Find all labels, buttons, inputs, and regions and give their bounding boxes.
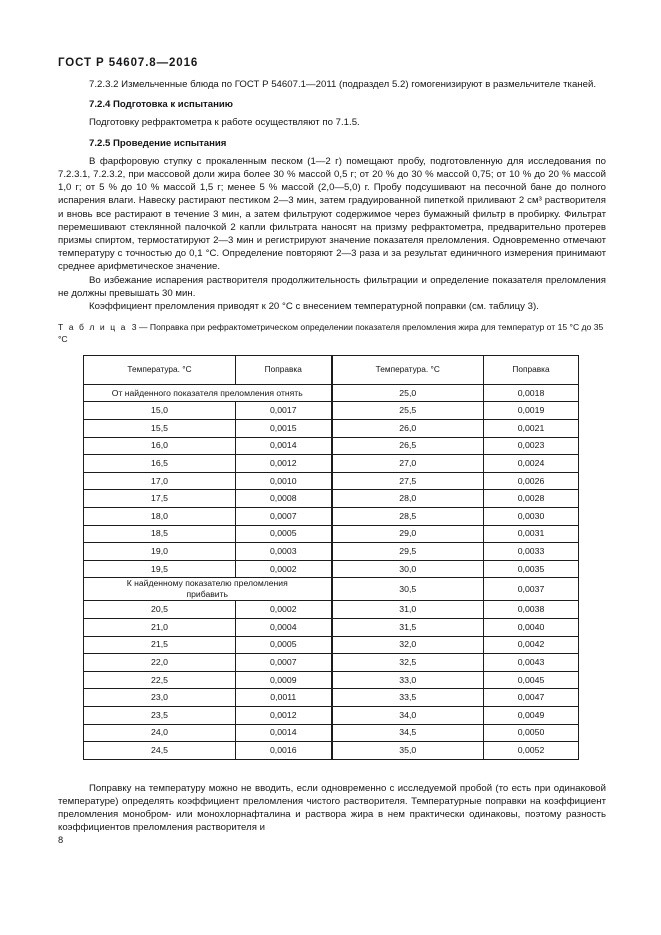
table-row: [84, 384, 579, 402]
footer-paragraph: Поправку на температуру можно не вводить, если одновременно с исследуемой пробой (то есть при одинаковой температуре) определять коэффициент преломления чистого растворителя. Температурные поправки на коэффициент преломления монобром- или монохлорнафталина и раствора жира в нем практически одинаковы, поэтому разность коэффициентов преломления растворителя и: [58, 782, 606, 834]
table-row: [84, 437, 579, 455]
heading-7-2-4: 7.2.4 Подготовка к испытанию: [89, 99, 233, 111]
heading-7-2-5: 7.2.5 Проведение испытания: [89, 137, 227, 149]
table-row: [84, 671, 579, 689]
cell-temp: 29,0: [332, 525, 484, 543]
cell-temp: 16,0: [84, 437, 236, 455]
cell-temp: 24,0: [84, 724, 236, 742]
cell-corr: 0,0008: [236, 490, 332, 508]
cell-temp: 22,0: [84, 654, 236, 672]
cell-temp: 18,0: [84, 508, 236, 526]
cell-temp: 17,5: [84, 490, 236, 508]
paragraph-7-2-5-evaporation: Во избежание испарения растворителя продолжительность фильтрации и определение показателя преломления не должны превышать 30 мин.: [58, 274, 606, 299]
table-body: [84, 384, 579, 759]
cell-corr: 0,0007: [236, 508, 332, 526]
cell-temp: 16,5: [84, 455, 236, 473]
cell-corr: 0,0004: [236, 618, 332, 636]
cell-corr: 0,0031: [484, 525, 579, 543]
cell-corr: 0,0007: [236, 654, 332, 672]
table-row: [84, 601, 579, 619]
table-row: [84, 706, 579, 724]
cell-temp: 15,0: [84, 402, 236, 420]
note-add: [84, 578, 332, 601]
cell-corr: 0,0047: [484, 689, 579, 707]
cell-temp: 19,5: [84, 560, 236, 578]
cell-temp: 20,5: [84, 601, 236, 619]
cell-corr: 0,0035: [484, 560, 579, 578]
cell-corr: 0,0019: [484, 402, 579, 420]
cell-corr: 0,0043: [484, 654, 579, 672]
paragraph-7-2-3-2: 7.2.3.2 Измельченные блюда по ГОСТ Р 54607.1—2011 (подраздел 5.2) гомогенизируют в размельчителе тканей.: [89, 79, 597, 90]
cell-corr: 0,0045: [484, 671, 579, 689]
cell-temp: 33,0: [332, 671, 484, 689]
cell-temp: 25,5: [332, 402, 484, 420]
table-row: [84, 525, 579, 543]
table-row: [84, 472, 579, 490]
header-correction-right: Поправка: [484, 355, 579, 384]
cell-temp: 22,5: [84, 671, 236, 689]
table-caption-text: — Поправка при рефрактометрическом определении показателя преломления жира для температур от 15 °С до 35 °С: [58, 322, 604, 345]
table-row: [84, 490, 579, 508]
cell-corr: 0,0038: [484, 601, 579, 619]
cell-corr: 0,0010: [236, 472, 332, 490]
cell-temp: 23,5: [84, 706, 236, 724]
paragraph-7-2-4: Подготовку рефрактометра к работе осуществляют по 7.1.5.: [89, 117, 360, 129]
cell-corr: 0,0017: [236, 402, 332, 420]
cell-corr: 0,0012: [236, 706, 332, 724]
table-row: [84, 654, 579, 672]
cell-temp: 30,5: [332, 578, 484, 601]
cell-corr: 0,0037: [484, 578, 579, 601]
cell-corr: 0,0049: [484, 706, 579, 724]
table-row: [84, 578, 579, 601]
cell-temp: 33,5: [332, 689, 484, 707]
table-row: [84, 420, 579, 438]
cell-temp: 34,5: [332, 724, 484, 742]
cell-corr: 0,0026: [484, 472, 579, 490]
header-temperature-left: Температура. °С: [84, 355, 236, 384]
cell-temp: 19,0: [84, 543, 236, 561]
note-subtract: От найденного показателя преломления отнять: [84, 384, 332, 402]
cell-temp: 32,0: [332, 636, 484, 654]
cell-temp: 28,5: [332, 508, 484, 526]
cell-corr: 0,0024: [484, 455, 579, 473]
cell-temp: 21,0: [84, 618, 236, 636]
table-row: [84, 543, 579, 561]
table-caption-number: 3: [131, 322, 137, 333]
cell-corr: 0,0033: [484, 543, 579, 561]
cell-temp: 35,0: [332, 742, 484, 760]
cell-temp: 18,5: [84, 525, 236, 543]
cell-temp: 34,0: [332, 706, 484, 724]
cell-corr: 0,0016: [236, 742, 332, 760]
page-number: 8: [58, 834, 64, 845]
cell-corr: 0,0028: [484, 490, 579, 508]
note-add-line1: К найденному показателю преломления: [126, 578, 288, 589]
table-header-row: [84, 355, 579, 384]
cell-temp: 27,0: [332, 455, 484, 473]
cell-corr: 0,0050: [484, 724, 579, 742]
table-row: [84, 636, 579, 654]
cell-temp: 17,0: [84, 472, 236, 490]
correction-table: [83, 355, 579, 760]
cell-corr: 0,0012: [236, 455, 332, 473]
cell-temp: 26,5: [332, 437, 484, 455]
cell-corr: 0,0003: [236, 543, 332, 561]
cell-corr: 0,0009: [236, 671, 332, 689]
paragraph-7-2-5-coefficient: Коэффициент преломления приводят к 20 °С с внесением температурной поправки (см. таблицу 3).: [89, 301, 539, 313]
table-row: [84, 508, 579, 526]
cell-corr: 0,0042: [484, 636, 579, 654]
cell-temp: 32,5: [332, 654, 484, 672]
page-content: [58, 0, 606, 845]
cell-temp: 24,5: [84, 742, 236, 760]
table-row: [84, 742, 579, 760]
cell-corr: 0,0005: [236, 525, 332, 543]
table-row: [84, 455, 579, 473]
paragraph-7-2-5-main: В фарфоровую ступку с прокаленным песком (1—2 г) помещают пробу, подготовленную для исследования по 7.2.3.1, 7.2.3.2, при массовой доли жира более 30 % массой 0,5 г; от 20 % до 30 % массой 0,75; от 10 % до 20 % массой 1,0 г; от 5 % до 10 % массой 1,5 г; менее 5 % массой (2,0—5,0) г. Пробу подсушивают на песочной бане до полного испарения влаги. Навеску растирают пестиком 2—3 мин, затем градуированной пипеткой приливают 2 см³ растворителя и вновь все растирают в течение 3 мин, а затем фильтруют содержимое через бумажный фильтр в пробирку. Фильтрат перемешивают стеклянной палочкой 2 капли фильтрата наносят на призму рефрактометра, предварительно протерев призмы спиртом, термостатируют 2—3 мин и регистрируют значение показателя преломления. Одновременно отмечают температуру с точностью до 0,1 °С. Определение повторяют 2—3 раза и за результат единичного измерения принимают среднее арифметическое значение.: [58, 155, 606, 273]
cell-temp: 27,5: [332, 472, 484, 490]
cell-corr: 0,0021: [484, 420, 579, 438]
table-row: [84, 724, 579, 742]
cell-corr: 0,0030: [484, 508, 579, 526]
table-row: [84, 560, 579, 578]
cell-corr: 0,0023: [484, 437, 579, 455]
cell-temp: 26,0: [332, 420, 484, 438]
cell-corr: 0,0002: [236, 560, 332, 578]
header-temperature-right: Температура. °С: [332, 355, 484, 384]
cell-temp: 31,0: [332, 601, 484, 619]
cell-corr: 0,0052: [484, 742, 579, 760]
cell-corr: 0,0018: [484, 384, 579, 402]
cell-temp: 21,5: [84, 636, 236, 654]
table-caption: [58, 322, 606, 346]
cell-corr: 0,0002: [236, 601, 332, 619]
cell-corr: 0,0014: [236, 724, 332, 742]
cell-temp: 30,0: [332, 560, 484, 578]
table-row: [84, 689, 579, 707]
cell-corr: 0,0040: [484, 618, 579, 636]
table-row: [84, 618, 579, 636]
cell-temp: 25,0: [332, 384, 484, 402]
note-add-line2: прибавить: [186, 589, 229, 600]
cell-corr: 0,0015: [236, 420, 332, 438]
cell-corr: 0,0011: [236, 689, 332, 707]
cell-temp: 23,0: [84, 689, 236, 707]
cell-temp: 15,5: [84, 420, 236, 438]
cell-temp: 29,5: [332, 543, 484, 561]
cell-corr: 0,0014: [236, 437, 332, 455]
standard-header: ГОСТ Р 54607.8—2016: [58, 57, 199, 69]
cell-temp: 28,0: [332, 490, 484, 508]
cell-corr: 0,0005: [236, 636, 332, 654]
header-correction-left: Поправка: [236, 355, 332, 384]
table-row: [84, 402, 579, 420]
table-caption-label: Т а б л и ц а: [58, 322, 127, 333]
cell-temp: 31,5: [332, 618, 484, 636]
